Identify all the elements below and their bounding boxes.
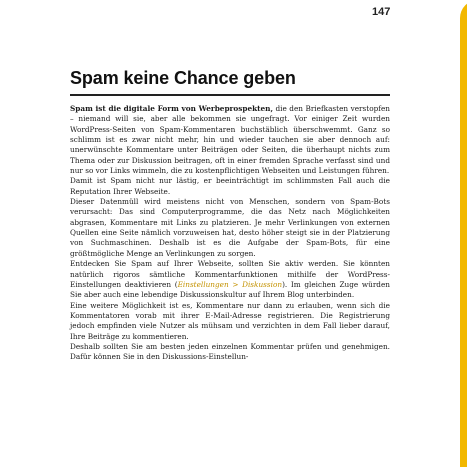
paragraph-3: Dieser Datenmüll wird meistens nicht von Menschen, sondern von Spam-Bots verursacht: Das sind Computerprogramme, die das Netz nach Möglichkeiten abgrasen, Kommentare mit Links zu platzieren. Je mehr Verlinkungen von externen Quellen eine Seite nämlich vorzuweisen hat, desto höher steigt sie in der Platzierung von Suchmaschinen. Deshalb ist es die Aufgabe der Spam-Bots, für eine größtmögliche Menge an Verlinkungen zu sorgen. [70,197,390,258]
paragraph-5: Eine weitere Möglichkeit ist es, Kommentare nur dann zu erlauben, wenn sich die Kommentatoren vorab mit ihrer E-Mail-Adresse registrieren. Die Registrierung jedoch empfinden viele Nutzer als mühsam und verzichten in dem Fall lieber darauf, Ihre Beiträge zu kommentieren. [70,300,390,341]
paragraph-4-text-a: Entdecken Sie Spam auf Ihrer Webseite, sollten Sie aktiv werden. Sie könnten natürlich rigoros sämtliche Kommentarfunktionen mithilfe der WordPress-Einstellungen deaktivieren ( [70,259,390,289]
body-text [70,104,390,363]
paragraph-1 [70,104,390,176]
paragraph-4 [70,259,390,300]
paragraph-2: Damit ist Spam nicht nur lästig, er beeinträchtigt im schlimmsten Fall auch die Reputation Ihrer Webseite. [70,176,390,196]
page-number: 147 [372,6,391,18]
section-title: Spam keine Chance geben [70,68,296,88]
paragraph-1-text: die den Briefkasten verstopfen – niemand will sie, aber alle bekommen sie ungefragt. Vor einiger Zeit wurden WordPress-Seiten von Spam-Kommentaren buchstäblich überschwemmt. Ganz so schlimm ist es zwar nicht mehr, hin und wieder tauchen sie aber dennoch auf: unerwünschte Kommentare unter Beiträgen oder Seiten, die überhaupt nichts zum Thema oder zur Diskussion beitragen, oft in einer fremden Sprache verfasst sind und nur so vor Links wimmeln, die zu kostenpflichtigen Webseiten und Leistungen führen. [70,104,390,176]
title-rule [70,94,390,96]
accent-tab-shape [460,0,467,467]
lead-sentence: Spam ist die digitale Form von Werbeprospekten, [70,104,274,113]
settings-path-reference: Einstellungen > Diskussion [177,279,283,289]
accent-tab [407,0,467,467]
paragraph-4-text-b: ). Im gleichen Zuge würden Sie aber auch eine lebendige Diskussionskultur auf Ihrem Blog unterbinden. [70,279,390,300]
paragraph-6: Deshalb sollten Sie am besten jeden einzelnen Kommentar prüfen und genehmigen. Dafür können Sie in den Diskussions-Einstellun- [70,341,390,362]
